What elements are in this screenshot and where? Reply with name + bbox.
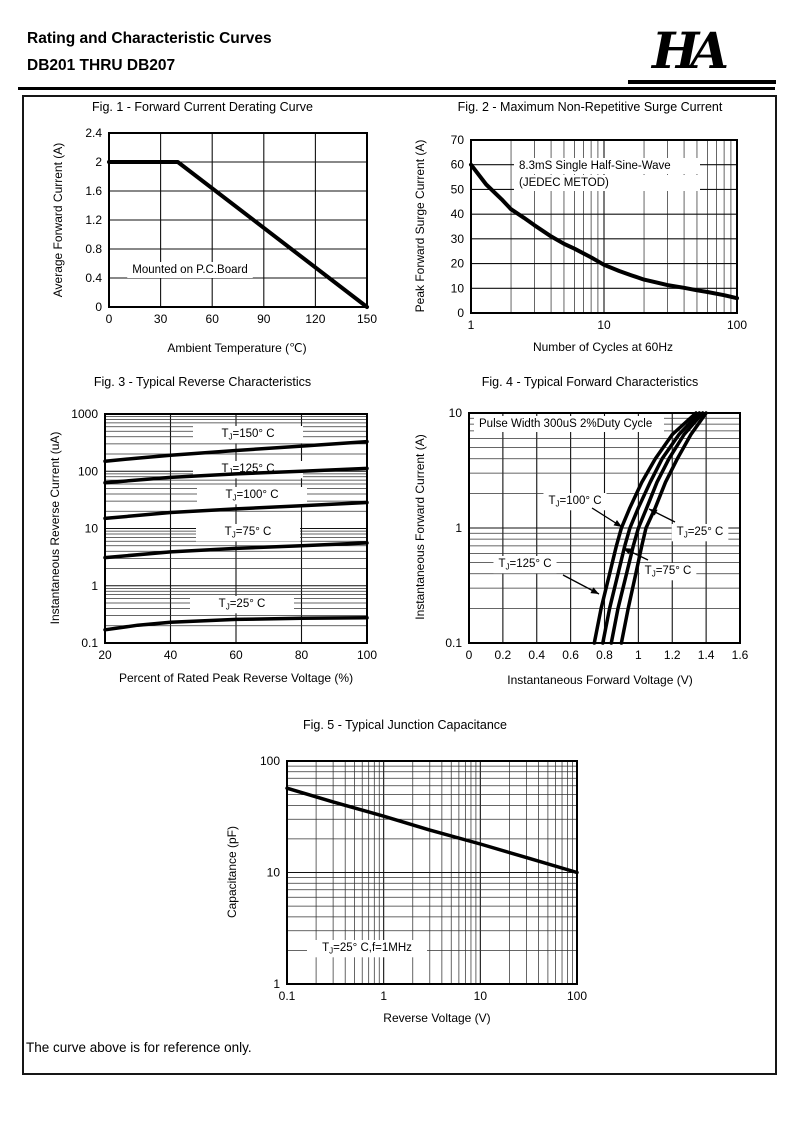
y-tick-label: 0.1 — [445, 636, 462, 650]
y-tick-label: 20 — [450, 256, 464, 271]
y-tick-label: 1 — [455, 521, 462, 535]
y-tick-label: 10 — [450, 281, 464, 296]
y-axis-label: Instantaneous Reverse Current (uA) — [48, 431, 62, 625]
x-tick-label: 1.4 — [697, 648, 715, 662]
chart-svg — [25, 118, 380, 362]
x-axis-label: Instantaneous Forward Voltage (V) — [507, 673, 693, 687]
chart-annotation: $T_J=125^\circ$ C — [498, 558, 552, 572]
x-tick-label: 0.8 — [596, 648, 613, 662]
chart-annotation: 8.3mS Single Half-Sine-Wave — [519, 160, 671, 172]
reference-note: The curve above is for reference only. — [26, 1040, 252, 1055]
x-tick-label: 10 — [473, 989, 488, 1003]
x-tick-label: 80 — [294, 648, 309, 662]
chart-annotation: $T_J=25^\circ$ C — [676, 526, 724, 540]
figure-5-junction-capacitance — [180, 718, 630, 1030]
x-tick-label: 150 — [356, 312, 378, 326]
y-tick-label: 50 — [450, 182, 464, 197]
y-tick-label: 0.8 — [85, 242, 102, 256]
figure-1-forward-current-derating — [25, 100, 380, 362]
chart-svg — [405, 118, 775, 362]
x-tick-label: 20 — [98, 648, 112, 662]
data-curve-derating-curve — [109, 162, 367, 307]
chart-annotation: $T_J=150^\circ$ C — [221, 428, 275, 442]
header-rule — [18, 87, 775, 90]
chart-annotation: $T_J=25^\circ$ C,f=1MHz — [322, 942, 412, 956]
figure-title: Fig. 1 - Forward Current Derating Curve — [92, 100, 313, 114]
y-tick-label: 10 — [448, 406, 462, 420]
x-axis-label: Ambient Temperature (℃) — [167, 341, 307, 355]
x-tick-label: 0.6 — [562, 648, 579, 662]
y-axis-label: Instantaneous Forward Current (A) — [413, 434, 427, 620]
chart-annotation: Mounted on P.C.Board — [132, 264, 248, 276]
figure-title: Fig. 3 - Typical Reverse Characteristics — [93, 375, 312, 389]
y-tick-label: 1.2 — [85, 213, 102, 227]
x-axis-label: Reverse Voltage (V) — [383, 1011, 491, 1025]
x-axis-label: Percent of Rated Peak Reverse Voltage (%) — [118, 671, 354, 685]
x-tick-label: 100 — [566, 989, 588, 1003]
chart-annotation: $T_J=25^\circ$ C — [218, 598, 266, 612]
chart-svg — [405, 393, 775, 700]
page-title: Rating and Characteristic Curves — [27, 30, 272, 47]
chart-annotation: $T_J=75^\circ$ C — [224, 526, 272, 540]
y-tick-label: 100 — [77, 464, 98, 479]
brand-logo: HA — [652, 21, 721, 80]
y-tick-label: 0.4 — [85, 271, 102, 285]
y-axis-label: Peak Forward Surge Current (A) — [413, 139, 427, 313]
y-tick-label: 40 — [450, 207, 464, 222]
x-tick-label: 0 — [465, 648, 473, 662]
chart-annotation: (JEDEC METOD) — [519, 177, 609, 189]
figure-title: Fig. 2 - Maximum Non-Repetitive Surge Current — [457, 100, 723, 114]
figure-title: Fig. 4 - Typical Forward Characteristics — [481, 375, 699, 389]
y-tick-label: 60 — [450, 157, 464, 172]
y-tick-label: 1.6 — [85, 184, 102, 198]
x-tick-label: 1.6 — [731, 648, 749, 662]
x-axis-label: Number of Cycles at 60Hz — [532, 340, 674, 354]
chart-canvas — [180, 740, 630, 1030]
chart-annotation: $T_J=125^\circ$ C — [221, 463, 275, 477]
y-tick-label: 100 — [259, 754, 280, 768]
chart-annotation: $T_J=100^\circ$ C — [225, 489, 279, 503]
x-tick-label: 90 — [257, 312, 271, 326]
chart-canvas — [405, 393, 775, 700]
y-tick-label: 0 — [95, 300, 102, 314]
y-tick-label: 2.4 — [85, 126, 102, 140]
chart-annotation: $T_J=75^\circ$ C — [644, 565, 692, 579]
y-axis-label: Average Forward Current (A) — [51, 142, 65, 298]
x-tick-label: 60 — [229, 648, 243, 662]
y-tick-label: 1000 — [71, 407, 98, 421]
x-tick-label: 1 — [380, 989, 388, 1003]
y-tick-label: 10 — [266, 865, 280, 880]
figure-4-forward-characteristics — [405, 375, 775, 700]
x-tick-label: 100 — [726, 318, 748, 332]
x-tick-label: 60 — [205, 312, 219, 326]
y-tick-label: 70 — [450, 133, 464, 147]
chart-canvas — [25, 393, 380, 700]
y-tick-label: 10 — [84, 521, 98, 536]
chart-svg — [180, 740, 630, 1030]
chart-canvas — [405, 118, 775, 362]
x-tick-label: 0.4 — [528, 648, 546, 662]
x-tick-label: 1.2 — [663, 648, 681, 662]
x-tick-label: 1 — [635, 648, 642, 662]
y-tick-label: 0 — [457, 306, 464, 320]
chart-svg — [25, 393, 380, 700]
x-tick-label: 0.2 — [494, 648, 512, 662]
x-tick-label: 120 — [305, 312, 326, 326]
x-tick-label: 40 — [163, 648, 178, 662]
x-tick-label: 0 — [105, 312, 113, 326]
x-tick-label: 0.1 — [278, 989, 296, 1003]
brand-logo-underline — [628, 80, 776, 84]
x-tick-label: 10 — [597, 318, 611, 332]
data-curve-junction-capacitance — [287, 788, 577, 872]
x-tick-label: 30 — [153, 312, 168, 326]
x-tick-label: 1 — [467, 318, 475, 332]
y-axis-label: Capacitance (pF) — [225, 825, 239, 919]
y-tick-label: 1 — [273, 977, 280, 991]
part-number-range: DB201 THRU DB207 — [27, 57, 176, 74]
figure-2-surge-current — [405, 100, 775, 362]
chart-annotation: Pulse Width 300uS 2%Duty Cycle — [479, 418, 653, 430]
figure-3-reverse-characteristics — [25, 375, 380, 700]
y-tick-label: 1 — [91, 578, 98, 593]
chart-annotation: $T_J=100^\circ$ C — [548, 495, 602, 509]
y-tick-label: 0.1 — [81, 636, 98, 650]
x-tick-label: 100 — [356, 648, 378, 662]
y-tick-label: 2 — [95, 155, 102, 169]
figure-title: Fig. 5 - Typical Junction Capacitance — [302, 718, 508, 732]
y-tick-label: 30 — [450, 231, 464, 246]
chart-canvas — [25, 118, 380, 362]
